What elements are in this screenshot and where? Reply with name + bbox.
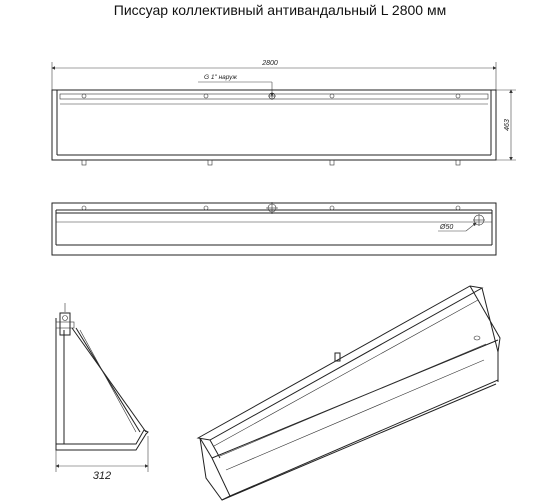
- iso-back-top-edge: [198, 286, 482, 440]
- iso-right-end: [470, 286, 500, 352]
- connection-label: G 1" наруж: [204, 74, 237, 81]
- length-dimension-label: 2800: [262, 60, 278, 67]
- top-view: [52, 202, 496, 255]
- mounting-feet: [82, 160, 460, 165]
- iso-drain: [474, 336, 480, 340]
- depth-dimension-label: 312: [92, 470, 112, 482]
- page-title: Писсуар коллективный антивандальный L 2800 мм: [113, 2, 447, 18]
- side-pipe-head: [60, 313, 70, 335]
- iso-left-end: [200, 438, 230, 500]
- front-view: [52, 60, 516, 165]
- side-section-view: [56, 303, 148, 482]
- isometric-view: [198, 286, 500, 500]
- urinal-front-body: [52, 90, 496, 160]
- drain-diameter-label: Ø50: [440, 224, 454, 231]
- side-profile-outer: [56, 318, 148, 450]
- height-dimension-label: 463: [504, 119, 511, 131]
- urinal-top-body: [52, 203, 496, 255]
